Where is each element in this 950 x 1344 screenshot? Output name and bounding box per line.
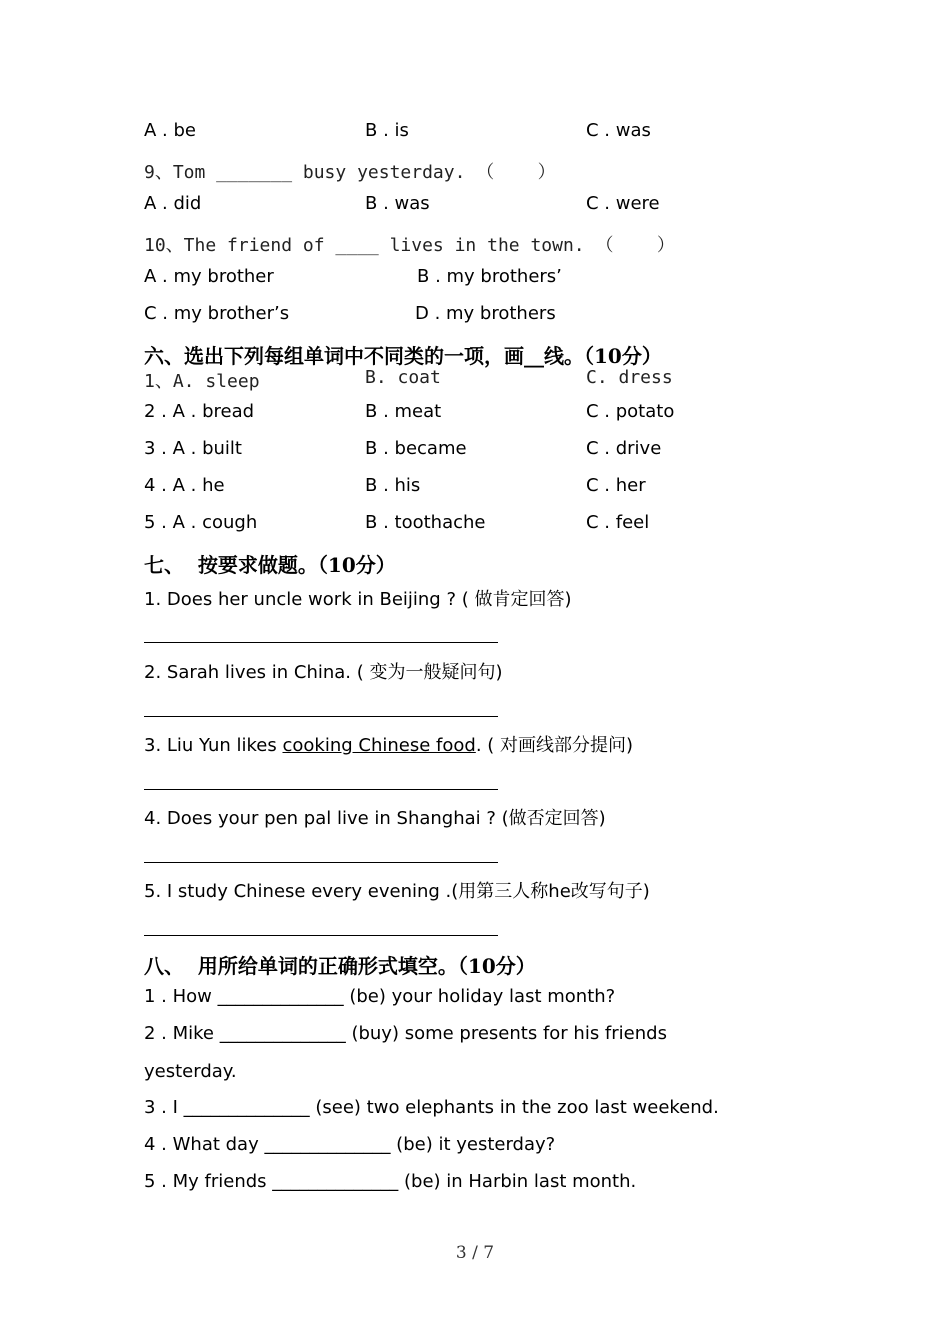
s7-q1-answer-line[interactable]	[144, 642, 498, 643]
s7-q3-suffix: . ( 对画线部分提问)	[475, 735, 634, 756]
s6-r5-c: C . feel	[586, 512, 650, 533]
page-number: 3 / 7	[455, 1243, 495, 1263]
s7-q2: 2. Sarah lives in China. ( 变为一般疑问句)	[144, 662, 503, 683]
s7-q4: 4. Does your pen pal live in Shanghai ? (做否定回答)	[144, 808, 606, 829]
s6-r2-b: B . meat	[365, 401, 442, 422]
q10-option-b: B . my brothers’	[417, 266, 562, 287]
s7-q2-answer-line[interactable]	[144, 716, 498, 717]
s6-r5-a: 5 . A . cough	[144, 512, 258, 533]
s6-r1-b: B. coat	[365, 367, 441, 388]
section6-row3	[144, 438, 662, 464]
q9-option-b: B . was	[365, 193, 430, 214]
section6-heading: 六、选出下列每组单词中不同类的一项，画__线。（10分）	[144, 344, 662, 368]
s6-r2-c: C . potato	[586, 401, 675, 422]
section6-row1	[144, 367, 673, 393]
s8-q4: 4 . What day ______________ (be) it yesterday?	[144, 1134, 556, 1155]
section6-row5	[144, 512, 650, 538]
s6-r5-b: B . toothache	[365, 512, 486, 533]
s6-r3-c: C . drive	[586, 438, 662, 459]
s8-q1: 1 . How ______________ (be) your holiday last month?	[144, 986, 616, 1007]
q8-option-c: C . was	[586, 120, 651, 141]
section8-heading: 八、 用所给单词的正确形式填空。（10分）	[144, 954, 536, 978]
s7-q3	[144, 731, 633, 757]
s8-q2-continuation: yesterday.	[144, 1061, 237, 1082]
s7-q3-answer-line[interactable]	[144, 789, 498, 790]
q10-question: 10、The friend of ____ lives in the town. （ ）	[144, 235, 675, 256]
q8-option-a: A . be	[144, 120, 196, 141]
s8-q2: 2 . Mike ______________ (buy) some presents for his friends	[144, 1023, 667, 1044]
s6-r4-c: C . her	[586, 475, 646, 496]
s6-r3-b: B . became	[365, 438, 467, 459]
section6-row2	[144, 401, 675, 427]
q9-option-c: C . were	[586, 193, 660, 214]
section6-row4	[144, 475, 646, 501]
q10-options-row2	[144, 303, 556, 329]
s7-q1: 1. Does her uncle work in Beijing ? ( 做肯定回答)	[144, 589, 572, 610]
s7-q5: 5. I study Chinese every evening .(用第三人称he改写句子)	[144, 881, 650, 902]
q8-options	[144, 120, 651, 146]
s6-r2-a: 2 . A . bread	[144, 401, 255, 422]
s6-r3-a: 3 . A . built	[144, 438, 242, 459]
q10-options-row1	[144, 266, 562, 292]
s7-q4-answer-line[interactable]	[144, 862, 498, 863]
q10-option-d: D . my brothers	[415, 303, 556, 324]
s6-r1-a: 1、A. sleep	[144, 371, 260, 392]
s6-r1-c: C. dress	[586, 367, 673, 388]
q8-option-b: B . is	[365, 120, 409, 141]
q10-option-c: C . my brother’s	[144, 303, 290, 324]
s6-r4-b: B . his	[365, 475, 421, 496]
s7-q3-underlined: cooking Chinese food	[282, 735, 476, 756]
q9-option-a: A . did	[144, 193, 202, 214]
section7-heading: 七、 按要求做题。（10分）	[144, 553, 396, 577]
s6-r4-a: 4 . A . he	[144, 475, 225, 496]
q9-question: 9、Tom _______ busy yesterday. （ ）	[144, 162, 556, 183]
q9-options	[144, 193, 660, 219]
s7-q5-answer-line[interactable]	[144, 935, 498, 936]
q10-option-a: A . my brother	[144, 266, 274, 287]
s7-q3-prefix: 3. Liu Yun likes	[144, 735, 283, 756]
s8-q3: 3 . I ______________ (see) two elephants in the zoo last weekend.	[144, 1097, 719, 1118]
s8-q5: 5 . My friends ______________ (be) in Harbin last month.	[144, 1171, 637, 1192]
